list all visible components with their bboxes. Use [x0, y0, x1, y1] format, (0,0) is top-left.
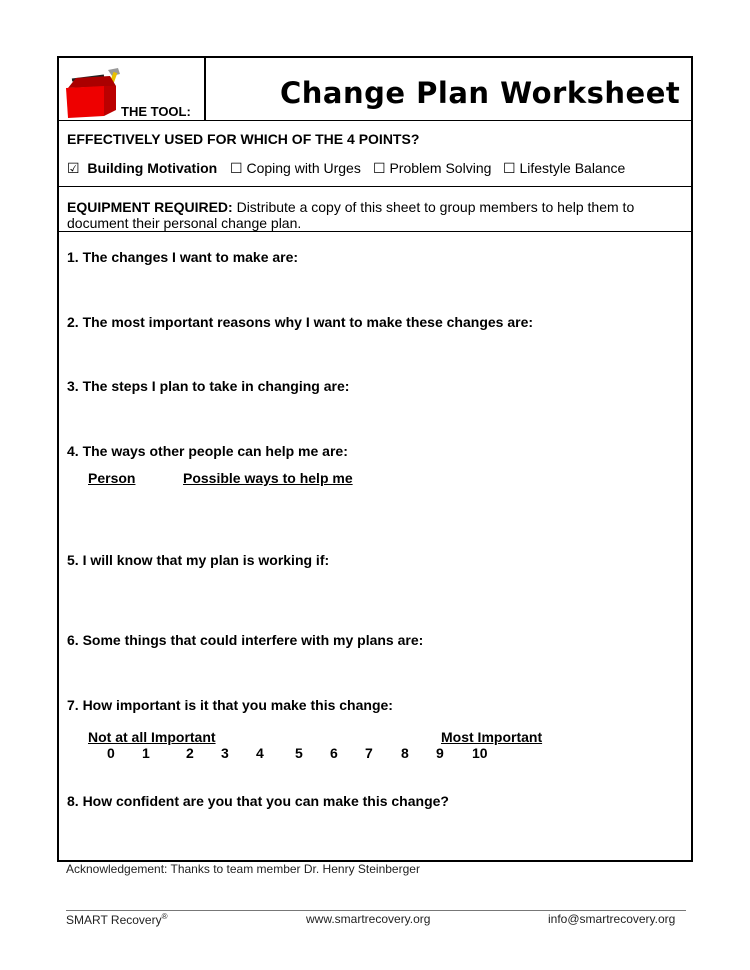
ways-column-heading: Possible ways to help me: [183, 470, 353, 486]
scale-low-label: Not at all Important: [88, 729, 216, 745]
point-option-building-motivation[interactable]: [67, 160, 217, 177]
checkbox-icon: ☐: [373, 160, 386, 176]
option-label: Problem Solving: [389, 160, 492, 176]
scale-number[interactable]: 3: [221, 745, 229, 761]
question-7: 7. How important is it that you make this change:: [67, 697, 393, 713]
page-title: Change Plan Worksheet: [280, 76, 681, 110]
person-column-heading: Person: [88, 470, 136, 486]
checkbox-icon: ☐: [230, 160, 243, 176]
header-divider: [204, 56, 206, 120]
equipment-text: Distribute a copy of this sheet to group members to help them to: [232, 199, 635, 215]
scale-number[interactable]: 8: [401, 745, 409, 761]
tool-label: THE TOOL:: [121, 104, 191, 119]
equipment-label: EQUIPMENT REQUIRED:: [67, 199, 233, 215]
toolbox-icon: [64, 66, 122, 118]
scale-number[interactable]: 5: [295, 745, 303, 761]
scale-number[interactable]: 2: [186, 745, 194, 761]
footer-brand: [66, 912, 168, 927]
scale-number[interactable]: 7: [365, 745, 373, 761]
scale-number[interactable]: 9: [436, 745, 444, 761]
point-option-problem-solving[interactable]: [373, 160, 491, 177]
scale-number[interactable]: 10: [472, 745, 488, 761]
equipment-line-2: document their personal change plan.: [67, 215, 302, 231]
checkbox-checked-icon: ☑: [67, 160, 80, 176]
question-5: 5. I will know that my plan is working if:: [67, 552, 330, 568]
question-2: 2. The most important reasons why I want to make these changes are:: [67, 314, 534, 330]
question-1: 1. The changes I want to make are:: [67, 249, 299, 265]
points-heading: EFFECTIVELY USED FOR WHICH OF THE 4 POINTS?: [67, 131, 420, 147]
scale-number[interactable]: 1: [142, 745, 150, 761]
option-label: Coping with Urges: [246, 160, 361, 176]
footer-website[interactable]: www.smartrecovery.org: [306, 912, 431, 926]
acknowledgement: Acknowledgement: Thanks to team member Dr. Henry Steinberger: [66, 862, 420, 876]
registered-mark: ®: [161, 912, 168, 921]
footer-rule: [66, 910, 686, 911]
brand-name: SMART Recovery: [66, 913, 162, 927]
point-option-coping-with-urges[interactable]: [230, 160, 361, 177]
checkbox-icon: ☐: [503, 160, 516, 176]
scale-high-label: Most Important: [441, 729, 543, 745]
scale-number[interactable]: 0: [107, 745, 115, 761]
divider: [57, 186, 691, 187]
footer-email[interactable]: info@smartrecovery.org: [548, 912, 676, 926]
equipment-line-1: [67, 199, 634, 215]
divider: [57, 120, 691, 121]
question-4: 4. The ways other people can help me are:: [67, 443, 348, 459]
option-label: Lifestyle Balance: [519, 160, 626, 176]
question-8: 8. How confident are you that you can make this change?: [67, 793, 449, 809]
scale-number[interactable]: 4: [256, 745, 264, 761]
option-label: Building Motivation: [87, 160, 218, 176]
divider: [57, 231, 691, 232]
question-3: 3. The steps I plan to take in changing are:: [67, 378, 350, 394]
question-6: 6. Some things that could interfere with my plans are:: [67, 632, 424, 648]
point-option-lifestyle-balance[interactable]: [503, 160, 625, 177]
scale-number[interactable]: 6: [330, 745, 338, 761]
